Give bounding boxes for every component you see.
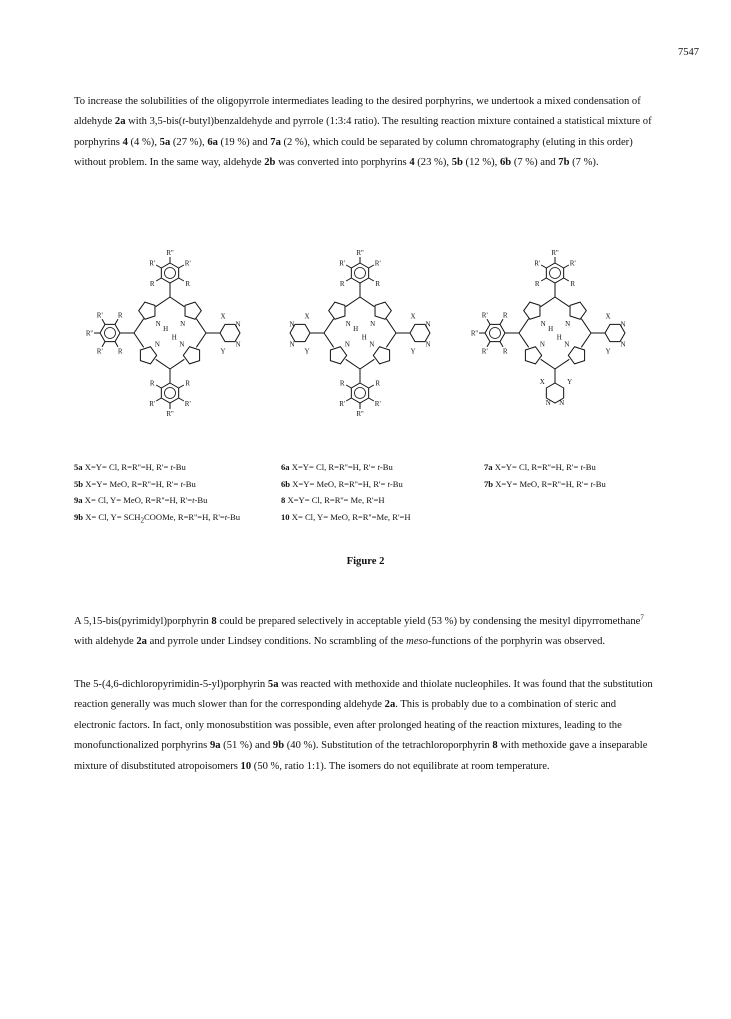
bond: [369, 385, 374, 388]
atom-label: R': [569, 259, 576, 268]
atom-label: R: [149, 379, 155, 388]
atom-label: H: [548, 325, 554, 334]
legend-entry-6a: 6a X=Y= Cl, R=R''=H, R'= t-Bu: [281, 462, 393, 472]
atom-label: X: [605, 312, 611, 321]
atom-label: N: [369, 340, 375, 349]
atom-label: R: [534, 279, 540, 288]
pyrrole-ring: [185, 302, 201, 319]
atom-label: R': [96, 347, 103, 356]
page-number: 7547: [678, 47, 699, 58]
atom-label: R'': [551, 249, 559, 257]
aromatic-ring: [355, 388, 366, 399]
aromatic-ring: [550, 268, 561, 279]
atom-label: R: [117, 311, 123, 320]
bond: [555, 359, 569, 369]
atom-label: N: [154, 340, 160, 349]
atom-label: R': [374, 399, 381, 408]
legend-entry-5a: 5a X=Y= Cl, R=R''=H, R'= t-Bu: [74, 462, 186, 472]
atom-label: N: [565, 319, 571, 328]
atom-label: R': [339, 259, 346, 268]
legend-entry-5b: 5b X=Y= MeO, R=R''=H, R'= t-Bu: [74, 478, 196, 489]
ring: [485, 324, 505, 341]
bond: [179, 398, 184, 401]
atom-label: N: [540, 319, 546, 328]
paragraph-intro: To increase the solubilities of the oligopyrrole intermediates leading to the desired porphyrins, we undertook a mixed condensation of aldehyde 2a with 3,5-bis(t-butyl)benzaldehyde and pyrrole (1:3:4 ratio). The resulting reaction mixture contained a statistical mixture of porphyrins 4 (4 %), 5a (27 %), 6a (19 %) and 7a (2 %), which could be separated by column chromatography (eluting in this order) without problem. In the same way, aldehyde 2b was converted into porphyrins 4 (23 %), 5b (12 %), 6b (7 %) and 7b (7 %).: [74, 96, 652, 169]
atom-label: R: [570, 279, 576, 288]
bond: [564, 265, 569, 268]
bond: [170, 359, 184, 369]
atom-label: R': [481, 311, 488, 320]
atom-label: R'': [166, 249, 174, 257]
atom-label: N: [344, 340, 350, 349]
atom-label: R: [185, 279, 191, 288]
bond: [134, 333, 144, 347]
atom-label: R'': [470, 329, 479, 338]
bond: [170, 297, 184, 307]
pyrrole-ring: [330, 347, 346, 364]
pyrrole-ring: [373, 347, 389, 364]
atom-label: Y: [567, 378, 573, 386]
atom-label: H: [353, 325, 359, 334]
atom-label: N: [425, 340, 431, 349]
bond: [156, 359, 170, 369]
pyrrole-ring: [570, 302, 586, 319]
atom-label: R: [375, 279, 381, 288]
bond: [487, 342, 490, 347]
ring: [100, 324, 120, 341]
aromatic-ring: [355, 268, 366, 279]
atom-label: N: [370, 319, 376, 328]
bond: [346, 385, 351, 388]
ring: [351, 383, 368, 403]
bond: [369, 278, 374, 281]
atom-label: H: [556, 333, 562, 342]
legend-column-1: [74, 459, 240, 529]
atom-label: X: [220, 312, 226, 321]
bond: [541, 278, 546, 281]
paragraph-synthesis: A 5,15-bis(pyrimidyl)porphyrin 8 could be prepared selectively in acceptable yield (53 %) by condensing the mesityl dipyrromethane$^7$ with aldehyde 2a and pyrrole under Lindsey conditions. No scrambling of the meso-functions of the porphyrin was observed.: [74, 613, 644, 648]
bond: [346, 359, 360, 369]
bond: [179, 278, 184, 281]
atom-label: R': [374, 259, 381, 268]
bond: [179, 265, 184, 268]
atom-label: X: [539, 378, 545, 386]
bond: [519, 319, 529, 333]
bond: [360, 359, 374, 369]
pyrrole-ring: [568, 347, 584, 364]
atom-label: X: [304, 312, 310, 321]
atom-label: R: [502, 347, 508, 356]
atom-label: N: [620, 340, 626, 349]
pyrrole-ring: [329, 302, 345, 319]
pyrrole-ring: [183, 347, 199, 364]
atom-label: N: [235, 340, 241, 349]
legend-column-2: [281, 459, 411, 525]
bond: [324, 333, 334, 347]
legend-entry-8: 8 X=Y= Cl, R=R''= Me, R'=H: [281, 495, 385, 505]
atom-label: R': [184, 259, 191, 268]
atom-label: R: [339, 379, 345, 388]
structure-5-9: [66, 228, 266, 438]
bond: [324, 319, 334, 333]
structure-6-8-10: [256, 228, 456, 438]
aromatic-ring: [165, 268, 176, 279]
bond: [346, 297, 360, 307]
atom-label: R'': [356, 249, 364, 257]
legend-entry-9a: 9a X= Cl, Y= MeO, R=R''=H, R'=t-Bu: [74, 495, 208, 505]
bond: [541, 359, 555, 369]
atom-label: R': [149, 259, 156, 268]
atom-label: R: [149, 279, 155, 288]
bond: [179, 385, 184, 388]
atom-label: X: [410, 312, 416, 321]
ring: [161, 263, 178, 283]
atom-label: Y: [605, 347, 611, 356]
pyrrole-ring: [525, 347, 541, 364]
atom-label: R: [117, 347, 123, 356]
bond: [156, 297, 170, 307]
pyrrole-ring: [139, 302, 155, 319]
atom-label: N: [235, 320, 241, 329]
atom-label: N: [559, 399, 565, 407]
atom-label: R': [96, 311, 103, 320]
atom-label: R': [149, 399, 156, 408]
atom-label: N: [620, 320, 626, 329]
bond: [346, 265, 351, 268]
legend-column-3: [484, 459, 606, 492]
bond: [360, 297, 374, 307]
bond: [156, 278, 161, 281]
atom-label: H: [171, 333, 177, 342]
bond: [581, 319, 591, 333]
atom-label: N: [289, 340, 295, 349]
atom-label: R: [339, 279, 345, 288]
atom-label: R': [534, 259, 541, 268]
bond: [541, 265, 546, 268]
pyrrole-ring: [140, 347, 156, 364]
bond: [156, 385, 161, 388]
bond: [581, 333, 591, 347]
aromatic-ring: [105, 328, 116, 339]
bond: [369, 265, 374, 268]
atom-label: N: [180, 319, 186, 328]
bond: [487, 319, 490, 324]
atom-label: N: [425, 320, 431, 329]
atom-label: R: [502, 311, 508, 320]
bond: [346, 398, 351, 401]
aromatic-ring: [165, 388, 176, 399]
bond: [115, 342, 118, 347]
atom-label: R: [185, 379, 191, 388]
bond: [519, 333, 529, 347]
legend-entry-7a: 7a X=Y= Cl, R=R''=H, R'= t-Bu: [484, 462, 596, 472]
figure-caption: Figure 2: [346, 556, 385, 567]
ring: [351, 263, 368, 283]
atom-label: N: [539, 340, 545, 349]
bond: [134, 319, 144, 333]
ring: [161, 383, 178, 403]
bond: [156, 265, 161, 268]
atom-label: N: [179, 340, 185, 349]
atom-label: R'': [356, 410, 364, 418]
ring: [546, 263, 563, 283]
bond: [196, 319, 206, 333]
bond: [102, 319, 105, 324]
atom-label: R'': [166, 410, 174, 418]
atom-label: N: [345, 319, 351, 328]
legend-entry-6b: 6b X=Y= MeO, R=R''=H, R'= t-Bu: [281, 478, 403, 489]
atom-label: H: [163, 325, 169, 334]
bond: [555, 297, 569, 307]
atom-label: Y: [410, 347, 416, 356]
aromatic-ring: [490, 328, 501, 339]
bond: [102, 342, 105, 347]
bond: [115, 319, 118, 324]
atom-label: R': [481, 347, 488, 356]
bond: [564, 278, 569, 281]
atom-label: Y: [220, 347, 226, 356]
legend-entry-7b: 7b X=Y= MeO, R=R''=H, R'= t-Bu: [484, 478, 606, 489]
atom-label: R: [375, 379, 381, 388]
atom-label: N: [564, 340, 570, 349]
figure-2-structures: [66, 228, 666, 438]
atom-label: Y: [304, 347, 310, 356]
bond: [500, 342, 503, 347]
atom-label: N: [545, 399, 551, 407]
pyrrole-ring: [375, 302, 391, 319]
paragraph-substitution: The 5-(4,6-dichloropyrimidin-5-yl)porphyrin 5a was reacted with methoxide and thiolate nucleophiles. It was found that the substitution reaction generally was much slower than for the corresponding aldehyde 2a. This is probably due to a combination of steric and electronic factors. In fact, only monosubstition was possible, even after prolonged heating of the reaction mixtures, leading to the monofunctionalized porphyrins 9a (51 %) and 9b (40 %). Substitution of the tetrachloroporphyrin 8 with methoxide gave a inseparable mixture of disubstituted atropoisomers 10 (50 %, ratio 1:1). The isomers do not equilibrate at room temperature.: [74, 679, 653, 772]
bond: [386, 333, 396, 347]
atom-label: H: [361, 333, 367, 342]
bond: [346, 278, 351, 281]
bond: [386, 319, 396, 333]
legend-entry-10: 10 X= Cl, Y= MeO, R=R''=Me, R'=H: [281, 511, 411, 522]
bond: [156, 398, 161, 401]
atom-label: R'': [85, 329, 94, 338]
atom-label: N: [155, 319, 161, 328]
bond: [196, 333, 206, 347]
structure-7: [451, 228, 651, 438]
legend-entry-9b: 9b X= Cl, $Y= SCH_2COOMe$, R=R''=H, R'=t-Bu: [74, 511, 241, 525]
atom-label: R': [339, 399, 346, 408]
bond: [541, 297, 555, 307]
pyrrole-ring: [524, 302, 540, 319]
bond: [369, 398, 374, 401]
bond: [500, 319, 503, 324]
atom-label: N: [289, 320, 295, 329]
atom-label: R': [184, 399, 191, 408]
